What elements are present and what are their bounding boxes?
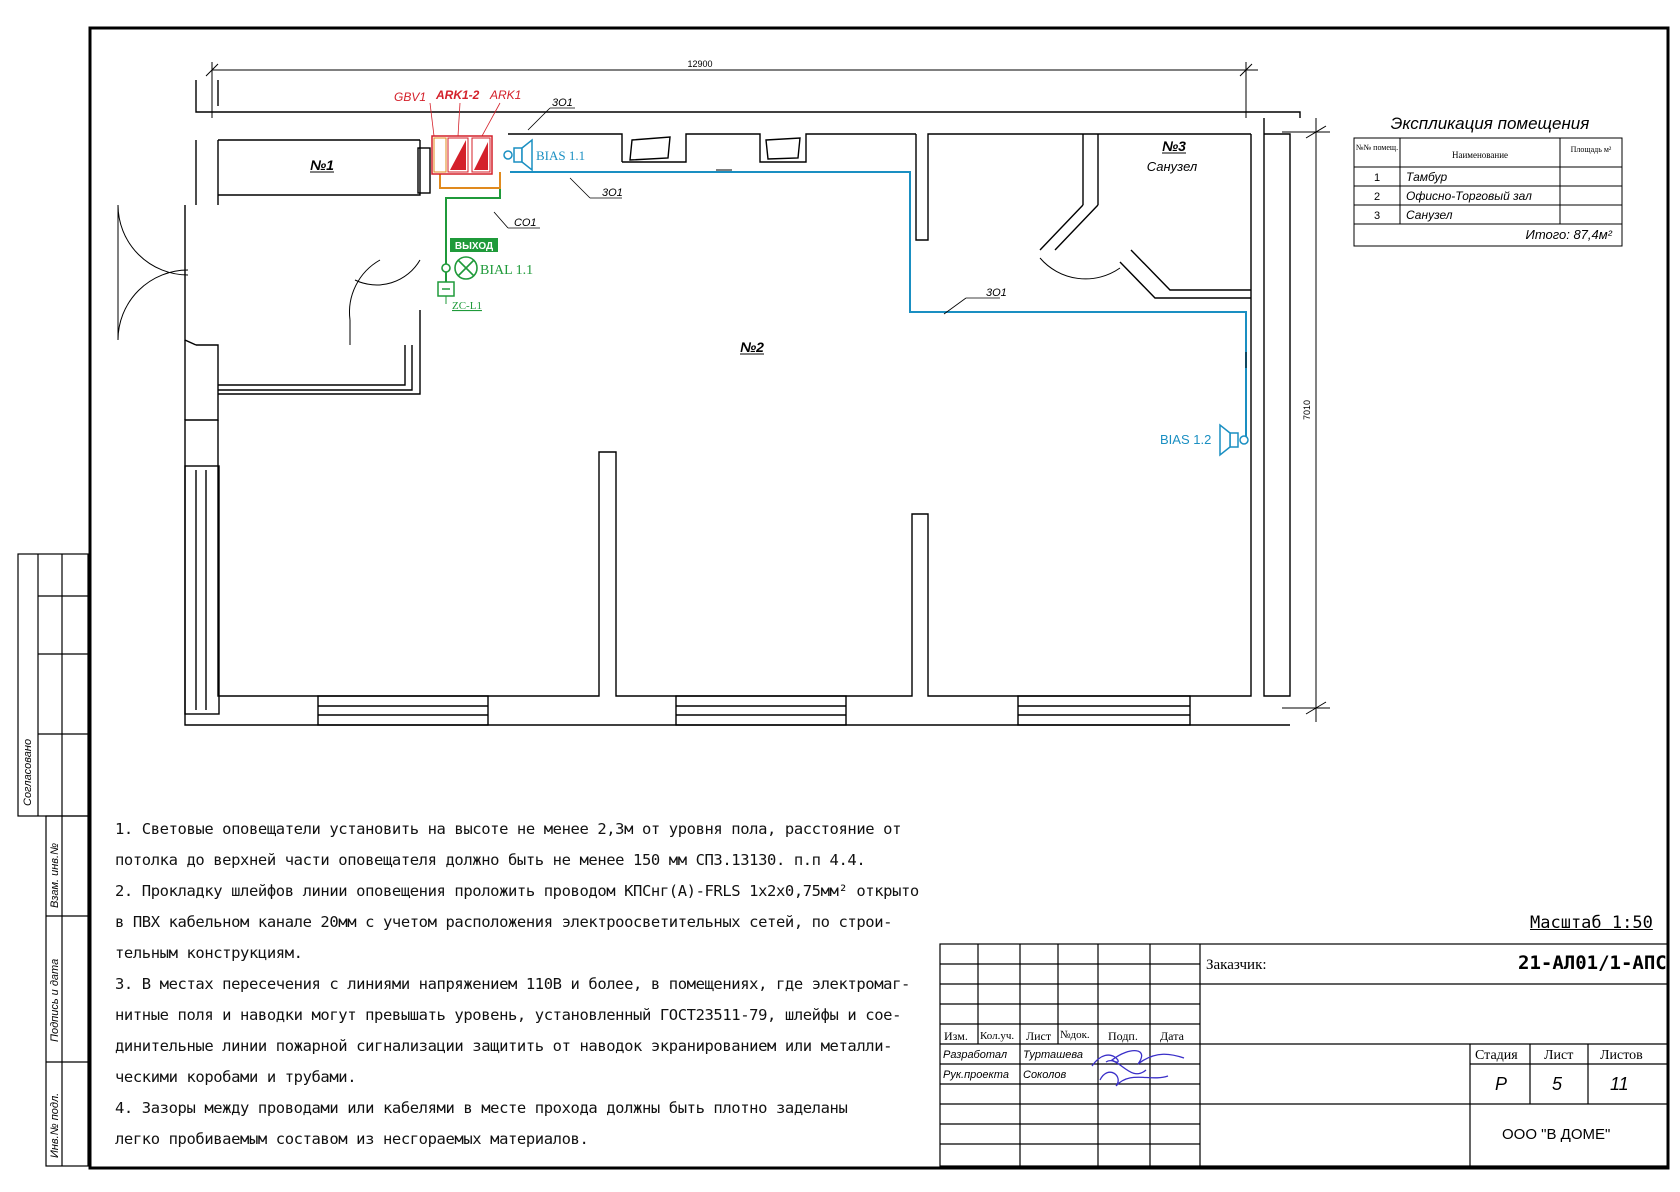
note-line: потолка до верхней части оповещателя должно быть не менее 150 мм СП3.13130. п.п 4.4. bbox=[115, 851, 866, 869]
sheet-value: 5 bbox=[1552, 1074, 1563, 1094]
company-name: ООО "В ДОМЕ" bbox=[1502, 1126, 1611, 1143]
cable-tag-2: 3О1 bbox=[602, 187, 623, 199]
device-gbv1-label: GBV1 bbox=[394, 90, 427, 104]
side-stamp-sign-date: Подпись и дата bbox=[49, 958, 61, 1042]
sheet-header: Лист bbox=[1544, 1048, 1574, 1063]
explication-header-area: Площадь м² bbox=[1570, 145, 1612, 154]
explication-row-3-num: 3 bbox=[1373, 210, 1381, 222]
note-line: 1. Световые оповещатели установить на высоте не менее 2,3м от уровня пола, расстояние от bbox=[115, 820, 901, 838]
explication-header-num: №№ помещ. bbox=[1355, 143, 1399, 152]
stage-header: Стадия bbox=[1475, 1048, 1518, 1063]
dimension-width bbox=[206, 62, 1258, 118]
note-line: 2. Прокладку шлейфов линии оповещения проложить проводом КПСнг(А)-FRLS 1х2х0,75мм² открыто bbox=[115, 882, 919, 900]
pm-name: Соколов bbox=[1023, 1069, 1067, 1081]
explication-header-name: Наименование bbox=[1451, 150, 1509, 160]
speaker-bias-1-2-icon bbox=[1220, 425, 1248, 455]
note-line: ческими коробами и трубами. bbox=[115, 1068, 357, 1086]
dimension-height-label: 7010 bbox=[1302, 399, 1312, 421]
door-swings bbox=[118, 205, 1120, 345]
stage-value: Р bbox=[1495, 1074, 1508, 1094]
signature-scribble bbox=[1092, 1051, 1184, 1086]
side-stamp-inv-orig: Инв.№ подл. bbox=[49, 1092, 61, 1158]
scale-label: Масштаб 1:50 bbox=[1530, 913, 1653, 933]
control-panel-block bbox=[432, 136, 492, 174]
speaker-bias-1-1-icon bbox=[504, 140, 532, 170]
cable-tags bbox=[494, 108, 1000, 314]
walls bbox=[185, 80, 1300, 725]
pm-role: Рук.проекта bbox=[943, 1069, 1009, 1081]
note-line: в ПВХ кабельном канале 20мм с учетом расположения электроосветительных сетей, по строи- bbox=[115, 913, 893, 931]
exit-sign-label: ВЫХОД bbox=[454, 241, 494, 252]
note-line: нитные поля и наводки могут превышать уровень, установленный ГОСТ23511-79, шлейфы и сое- bbox=[115, 1006, 901, 1024]
explication-total: Итого: 87,4м² bbox=[1525, 227, 1612, 242]
side-stamp-agreed: Согласовано bbox=[22, 738, 34, 806]
note-line: 4. Зазоры между проводами или кабелями в месте прохода должны быть плотно заделаны bbox=[115, 1099, 848, 1117]
speaker-bias-1-1-label: BIAS 1.1 bbox=[536, 148, 586, 163]
side-stamp-inv-replace: Взам. инв.№ bbox=[49, 843, 61, 908]
cable-tag-4: СО1 bbox=[514, 217, 537, 229]
tb-header-list: Лист bbox=[1026, 1029, 1052, 1043]
explication-row-1-num: 1 bbox=[1373, 172, 1381, 184]
dimension-width-label: 12900 bbox=[687, 59, 713, 69]
room-1-label: №1 bbox=[310, 157, 334, 173]
explication-row-2-num: 2 bbox=[1373, 191, 1381, 203]
tb-header-izm: Изм. bbox=[944, 1029, 968, 1043]
room-3-label: №3 bbox=[1162, 138, 1186, 154]
zone-zc-label: ZC-L1 bbox=[452, 300, 482, 312]
note-line: 3. В местах пересечения с линиями напряжением 110В и более, в помещениях, где электромаг- bbox=[115, 975, 910, 993]
customer-label: Заказчик: bbox=[1206, 957, 1267, 973]
cable-tag-3: 3О1 bbox=[986, 287, 1007, 299]
drawing-code: 21-АЛ01/1-АПС bbox=[1518, 952, 1667, 974]
developer-name: Турташева bbox=[1023, 1049, 1083, 1061]
explication-title: Экспликация помещения bbox=[1390, 114, 1590, 133]
explication-row-1-name: Тамбур bbox=[1406, 170, 1448, 184]
exit-sign bbox=[450, 238, 498, 252]
note-line: легко пробиваемым составом из несгораемых материалов. bbox=[115, 1130, 589, 1148]
tb-header-kol: Кол.уч. bbox=[980, 1030, 1015, 1042]
room-2-label: №2 bbox=[740, 339, 764, 355]
device-ark1-label: ARK1 bbox=[490, 88, 522, 102]
light-bial-1-1-label: BIAL 1.1 bbox=[480, 263, 534, 278]
speaker-cable bbox=[510, 172, 1246, 440]
tb-header-doc: №док. bbox=[1060, 1029, 1090, 1041]
explication-row-3-name: Санузел bbox=[1406, 208, 1453, 222]
light-bial-1-1-icon bbox=[442, 257, 477, 279]
speaker-cable-marks bbox=[716, 170, 1246, 368]
sheets-header: Листов bbox=[1600, 1048, 1643, 1063]
developer-role: Разработал bbox=[943, 1049, 1008, 1061]
zone-zc-icon bbox=[438, 282, 454, 296]
tb-header-date: Дата bbox=[1160, 1029, 1184, 1043]
sheets-value: 11 bbox=[1610, 1074, 1629, 1094]
room-3-sublabel: Санузел bbox=[1146, 159, 1198, 174]
tb-header-sign: Подп. bbox=[1108, 1029, 1138, 1043]
note-line: динительные линии пожарной сигнализации защитить от наводок экранированием или металли- bbox=[115, 1037, 893, 1055]
explication-row-2-name: Офисно-Торговый зал bbox=[1406, 189, 1532, 203]
device-ark12-label: ARK1-2 bbox=[436, 88, 480, 102]
speaker-bias-1-2-label: BIAS 1.2 bbox=[1160, 432, 1212, 447]
cable-tag-1: 3О1 bbox=[552, 97, 573, 109]
note-line: тельным конструкциям. bbox=[115, 944, 303, 962]
